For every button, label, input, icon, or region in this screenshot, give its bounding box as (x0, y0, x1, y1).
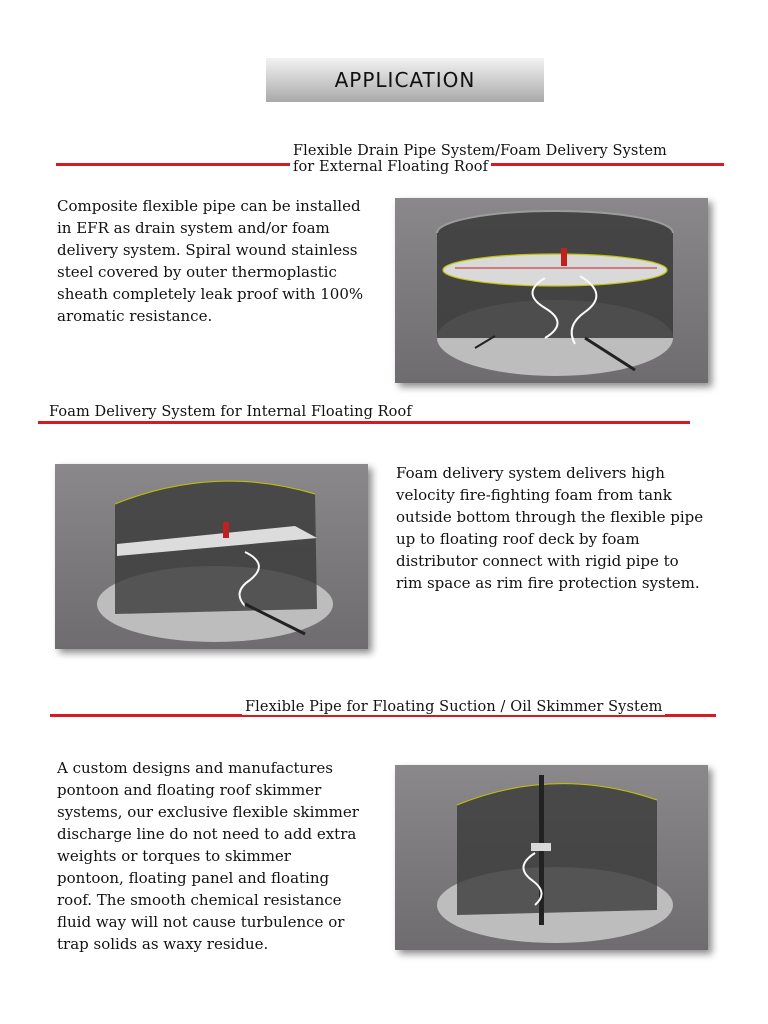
section-3-heading (242, 699, 665, 715)
section-1-body (57, 195, 363, 327)
section-2-body-line: distributor connect with rigid pipe to (396, 552, 679, 570)
efr-tank-render-image (395, 198, 708, 383)
section-1-body-line: in EFR as drain system and/or foam (57, 219, 330, 237)
page-title-box (266, 58, 544, 102)
section-3-body-line: A custom designs and manufactures (57, 759, 333, 777)
section-1-body-line: steel covered by outer thermoplastic (57, 263, 337, 281)
section-1-body-line: sheath completely leak proof with 100% (57, 285, 364, 303)
section-1-heading-line1: Flexible Drain Pipe System/Foam Delivery System (290, 143, 670, 159)
section-1-body-line: aromatic resistance. (57, 307, 213, 325)
section-3-body-line: weights or torques to skimmer (57, 847, 291, 865)
section-3-body-line: pontoon, floating panel and floating (57, 869, 330, 887)
ifr-tank-render-image (55, 464, 368, 649)
section-1-heading-line2: for External Floating Roof (290, 159, 491, 175)
section-2-heading-line1: Foam Delivery System for Internal Floating Roof (46, 404, 415, 420)
section-1-body-line: delivery system. Spiral wound stainless (57, 241, 358, 259)
section-1-body-line: Composite flexible pipe can be installed (57, 197, 361, 215)
section-3-body-line: discharge line do not need to add extra (57, 825, 357, 843)
section-2-body (396, 462, 703, 594)
section-2-body-line: rim space as rim fire protection system. (396, 574, 700, 592)
section-3-heading-line1: Flexible Pipe for Floating Suction / Oil Skimmer System (242, 699, 665, 715)
section-3-body-line: pontoon and floating roof skimmer (57, 781, 322, 799)
section-2-heading (46, 404, 415, 420)
section-3-body-line: fluid way will not cause turbulence or (57, 913, 345, 931)
section-2-body-line: up to floating roof deck by foam (396, 530, 640, 548)
section-2-red-rule (38, 421, 690, 424)
section-1-heading (290, 143, 670, 175)
page-title: APPLICATION (334, 68, 476, 92)
skimmer-tank-render-image (395, 765, 708, 950)
section-3-body-line: roof. The smooth chemical resistance (57, 891, 342, 909)
section-3-body-line: systems, our exclusive flexible skimmer (57, 803, 359, 821)
section-2-body-line: Foam delivery system delivers high (396, 464, 665, 482)
section-3-body (57, 757, 359, 955)
section-3-body-line: trap solids as waxy residue. (57, 935, 269, 953)
section-2-body-line: velocity fire-fighting foam from tank (396, 486, 672, 504)
section-2-body-line: outside bottom through the flexible pipe (396, 508, 704, 526)
